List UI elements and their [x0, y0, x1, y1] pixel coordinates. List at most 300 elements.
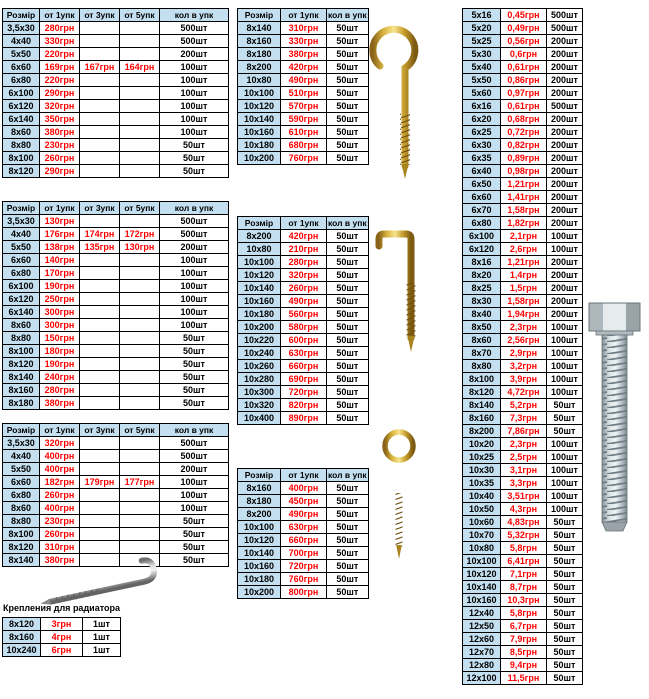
price-cell: [120, 22, 160, 35]
size-cell: 8х60: [3, 502, 40, 515]
header-row: [238, 217, 369, 230]
table-row: [463, 48, 583, 61]
price-cell: 180грн: [40, 345, 80, 358]
size-cell: 10х200: [238, 586, 281, 599]
qty-cell: 500шт: [160, 228, 229, 241]
price-cell: 290грн: [40, 87, 80, 100]
price-cell: [80, 332, 120, 345]
qty-cell: 500шт: [547, 22, 583, 35]
price-cell: 510грн: [281, 87, 327, 100]
qty-cell: 50шт: [327, 495, 369, 508]
qty-cell: 50шт: [160, 541, 229, 554]
price-cell: 260грн: [40, 152, 80, 165]
size-cell: 10х80: [238, 74, 281, 87]
table-row: [3, 644, 121, 657]
price-cell: [80, 100, 120, 113]
table-row: [3, 280, 229, 293]
price-cell: 590грн: [281, 113, 327, 126]
qty-cell: 100шт: [160, 476, 229, 489]
l-hook-image: [368, 222, 438, 362]
table-row: [3, 139, 229, 152]
table-row: [3, 100, 229, 113]
ceiling-hook-screw-icon: [368, 18, 430, 188]
price-cell: 490грн: [281, 74, 327, 87]
ceiling-hook-image: [368, 18, 430, 193]
price-cell: 10,3грн: [501, 594, 547, 607]
table-row: [3, 631, 121, 644]
table-row: [3, 528, 229, 541]
qty-cell: 100шт: [547, 347, 583, 360]
price-cell: 2,6грн: [501, 243, 547, 256]
size-cell: 6х40: [463, 165, 501, 178]
qty-cell: 200шт: [547, 204, 583, 217]
price-cell: 0,97грн: [501, 87, 547, 100]
price-cell: 11,5грн: [501, 672, 547, 685]
price-cell: 1,4грн: [501, 269, 547, 282]
price-cell: 6,7грн: [501, 620, 547, 633]
table-row: [463, 269, 583, 282]
qty-cell: 50шт: [327, 113, 369, 126]
angled-hook-screw-icon: [35, 550, 175, 610]
size-cell: 10х120: [463, 568, 501, 581]
price-table-middle-1: [237, 8, 369, 165]
price-cell: 6грн: [41, 644, 83, 657]
qty-cell: 50шт: [160, 397, 229, 410]
qty-cell: 50шт: [327, 360, 369, 373]
qty-cell: 50шт: [160, 515, 229, 528]
table-row: [463, 35, 583, 48]
size-cell: 10х100: [463, 555, 501, 568]
price-cell: 3,51грн: [501, 490, 547, 503]
qty-cell: 100шт: [160, 126, 229, 139]
price-cell: 330грн: [40, 35, 80, 48]
price-cell: 5,2грн: [501, 399, 547, 412]
table-row: [238, 87, 369, 100]
table-row: [3, 515, 229, 528]
size-cell: 8х120: [3, 541, 40, 554]
qty-cell: 200шт: [547, 217, 583, 230]
price-cell: 1,94грн: [501, 308, 547, 321]
price-cell: 179грн: [80, 476, 120, 489]
column-header: кол в упк: [160, 424, 229, 437]
header-row: [238, 469, 369, 482]
qty-cell: 500шт: [160, 437, 229, 450]
price-cell: [120, 332, 160, 345]
size-cell: 8х180: [238, 495, 281, 508]
table-row: [463, 152, 583, 165]
price-cell: [80, 345, 120, 358]
price-cell: 570грн: [281, 100, 327, 113]
price-cell: 490грн: [281, 508, 327, 521]
qty-cell: 50шт: [160, 371, 229, 384]
column-header: от 1упк: [281, 9, 327, 22]
qty-cell: 50шт: [547, 607, 583, 620]
price-cell: [120, 254, 160, 267]
price-cell: 560грн: [281, 308, 327, 321]
price-cell: 2,1грн: [501, 230, 547, 243]
size-cell: 8х200: [238, 61, 281, 74]
qty-cell: 1шт: [83, 644, 121, 657]
price-cell: 1,5грн: [501, 282, 547, 295]
qty-cell: 50шт: [327, 256, 369, 269]
table-row: [238, 399, 369, 412]
size-cell: 8х160: [3, 384, 40, 397]
table-row: [3, 476, 229, 489]
table-row: [463, 451, 583, 464]
table-row: [238, 152, 369, 165]
price-cell: 660грн: [281, 534, 327, 547]
size-cell: 8х70: [463, 347, 501, 360]
table-row: [463, 22, 583, 35]
price-cell: [80, 35, 120, 48]
qty-cell: 200шт: [547, 126, 583, 139]
table-row: [238, 534, 369, 547]
qty-cell: 200шт: [547, 87, 583, 100]
table-row: [238, 295, 369, 308]
price-cell: 0,89грн: [501, 152, 547, 165]
qty-cell: 50шт: [327, 269, 369, 282]
table-row: [463, 360, 583, 373]
qty-cell: 50шт: [327, 295, 369, 308]
qty-cell: 100шт: [160, 502, 229, 515]
size-cell: 4х40: [3, 35, 40, 48]
size-cell: 5х30: [463, 48, 501, 61]
table-row: [3, 371, 229, 384]
table-row: [463, 100, 583, 113]
size-cell: 6х80: [463, 217, 501, 230]
price-cell: [120, 267, 160, 280]
price-cell: [80, 139, 120, 152]
table-row: [463, 672, 583, 685]
price-table-right: [462, 8, 583, 685]
column-header: кол в упк: [328, 9, 367, 20]
price-cell: [80, 267, 120, 280]
table-row: [238, 373, 369, 386]
size-cell: 12х50: [463, 620, 501, 633]
size-cell: 10х20: [463, 438, 501, 451]
table-row: [463, 425, 583, 438]
qty-cell: 500шт: [160, 215, 229, 228]
column-header: от 1упк: [40, 424, 80, 437]
price-cell: 700грн: [281, 547, 327, 560]
qty-cell: 50шт: [327, 521, 369, 534]
price-cell: 380грн: [40, 554, 80, 567]
price-cell: [80, 215, 120, 228]
size-cell: 8х100: [463, 373, 501, 386]
qty-cell: 200шт: [547, 191, 583, 204]
price-cell: 350грн: [40, 113, 80, 126]
size-cell: 8х60: [463, 334, 501, 347]
price-cell: [120, 397, 160, 410]
qty-cell: 100шт: [547, 451, 583, 464]
size-cell: 10х220: [238, 334, 281, 347]
price-cell: [80, 113, 120, 126]
price-cell: 9,4грн: [501, 659, 547, 672]
size-cell: 8х20: [463, 269, 501, 282]
price-cell: 330грн: [281, 35, 327, 48]
qty-cell: 50шт: [160, 152, 229, 165]
qty-cell: 200шт: [547, 61, 583, 74]
price-cell: [80, 87, 120, 100]
price-cell: 400грн: [40, 502, 80, 515]
price-table-left-3: [2, 423, 229, 567]
price-cell: 580грн: [281, 321, 327, 334]
qty-cell: 200шт: [547, 165, 583, 178]
qty-cell: 100шт: [160, 267, 229, 280]
size-cell: 8х16: [463, 256, 501, 269]
table-row: [463, 321, 583, 334]
qty-cell: 50шт: [327, 230, 369, 243]
table-row: [238, 308, 369, 321]
table-row: [238, 230, 369, 243]
qty-cell: 50шт: [327, 100, 369, 113]
qty-cell: 100шт: [547, 464, 583, 477]
size-cell: 8х80: [3, 139, 40, 152]
size-cell: 5х25: [463, 35, 501, 48]
size-cell: 10х35: [463, 477, 501, 490]
price-cell: 4,83грн: [501, 516, 547, 529]
size-cell: 10х160: [238, 126, 281, 139]
size-cell: 10х50: [463, 503, 501, 516]
size-cell: 6х16: [463, 100, 501, 113]
size-cell: 10х60: [463, 516, 501, 529]
size-cell: 6х120: [463, 243, 501, 256]
size-cell: 6х70: [463, 204, 501, 217]
table-row: [463, 581, 583, 594]
price-cell: [80, 463, 120, 476]
size-cell: 8х40: [463, 308, 501, 321]
size-cell: 10х25: [463, 451, 501, 464]
qty-cell: 50шт: [327, 152, 369, 165]
table-row: [238, 521, 369, 534]
price-cell: 2,56грн: [501, 334, 547, 347]
price-cell: 0,56грн: [501, 35, 547, 48]
size-cell: 10х140: [238, 282, 281, 295]
table-row: [463, 9, 583, 22]
price-cell: 182грн: [40, 476, 80, 489]
table-row: [3, 35, 229, 48]
qty-cell: 100шт: [547, 490, 583, 503]
size-cell: 10х80: [238, 243, 281, 256]
size-cell: 6х30: [463, 139, 501, 152]
qty-cell: 50шт: [547, 412, 583, 425]
price-cell: [80, 126, 120, 139]
qty-cell: 100шт: [547, 360, 583, 373]
price-cell: [120, 139, 160, 152]
price-table-middle-2: [237, 216, 369, 425]
price-cell: [80, 502, 120, 515]
size-cell: 5х50: [3, 48, 40, 61]
table-row: [3, 152, 229, 165]
size-cell: 10х160: [463, 594, 501, 607]
l-shaped-hook-screw-icon: [368, 222, 438, 357]
price-cell: [120, 515, 160, 528]
table-row: [463, 386, 583, 399]
qty-cell: 50шт: [327, 573, 369, 586]
price-cell: [120, 126, 160, 139]
header-row: [3, 9, 229, 22]
column-header: от 1упк: [40, 9, 80, 22]
size-cell: 6х120: [3, 293, 40, 306]
size-cell: 6х25: [463, 126, 501, 139]
size-cell: 5х50: [3, 241, 40, 254]
price-cell: [120, 345, 160, 358]
price-cell: 0,6грн: [501, 48, 547, 61]
price-cell: 2,5грн: [501, 451, 547, 464]
size-cell: 8х160: [463, 412, 501, 425]
qty-cell: 50шт: [547, 555, 583, 568]
price-cell: [120, 113, 160, 126]
table-row: [238, 243, 369, 256]
size-cell: 8х100: [3, 345, 40, 358]
size-cell: 12х60: [463, 633, 501, 646]
table-row: [463, 438, 583, 451]
qty-cell: 50шт: [547, 568, 583, 581]
price-cell: 190грн: [40, 280, 80, 293]
qty-cell: 50шт: [547, 646, 583, 659]
header-row: [238, 9, 369, 22]
column-header: Розмір: [238, 217, 281, 230]
table-row: [463, 464, 583, 477]
price-cell: [120, 100, 160, 113]
price-cell: 4грн: [41, 631, 83, 644]
price-cell: 600грн: [281, 334, 327, 347]
qty-cell: 50шт: [547, 399, 583, 412]
size-cell: 6х100: [3, 87, 40, 100]
size-cell: 10х160: [238, 295, 281, 308]
table-row: [3, 267, 229, 280]
size-cell: 10х300: [238, 386, 281, 399]
price-cell: [80, 437, 120, 450]
price-cell: 610грн: [281, 126, 327, 139]
price-cell: 760грн: [281, 152, 327, 165]
qty-cell: 50шт: [327, 373, 369, 386]
column-header: кол в упк: [160, 202, 229, 215]
qty-cell: 50шт: [327, 508, 369, 521]
qty-cell: 500шт: [160, 450, 229, 463]
price-cell: [80, 22, 120, 35]
table-row: [238, 495, 369, 508]
price-cell: 280грн: [40, 22, 80, 35]
size-cell: 10х100: [238, 256, 281, 269]
qty-cell: 50шт: [327, 126, 369, 139]
price-cell: 177грн: [120, 476, 160, 489]
price-cell: 320грн: [40, 100, 80, 113]
table-row: [3, 165, 229, 178]
price-cell: 320грн: [40, 437, 80, 450]
qty-cell: 50шт: [547, 672, 583, 685]
size-cell: 8х25: [463, 282, 501, 295]
price-cell: 820грн: [281, 399, 327, 412]
size-cell: 8х160: [238, 482, 281, 495]
qty-cell: 50шт: [547, 529, 583, 542]
qty-cell: 200шт: [160, 463, 229, 476]
price-cell: 3,3грн: [501, 477, 547, 490]
qty-cell: 100шт: [547, 503, 583, 516]
table-row: [463, 477, 583, 490]
table-row: [238, 334, 369, 347]
price-cell: 3,9грн: [501, 373, 547, 386]
size-cell: 10х140: [238, 113, 281, 126]
size-cell: 10х100: [238, 521, 281, 534]
size-cell: 8х200: [238, 508, 281, 521]
price-cell: [80, 371, 120, 384]
size-cell: 4х40: [3, 228, 40, 241]
qty-cell: 50шт: [327, 560, 369, 573]
table-row: [463, 646, 583, 659]
table-row: [463, 126, 583, 139]
table-row: [463, 191, 583, 204]
price-cell: 1,58грн: [501, 295, 547, 308]
price-cell: [80, 397, 120, 410]
table-row: [238, 74, 369, 87]
table-row: [3, 450, 229, 463]
size-cell: 10х180: [238, 139, 281, 152]
table-row: [238, 360, 369, 373]
hex-bolt-image: [582, 300, 647, 540]
qty-cell: 100шт: [160, 319, 229, 332]
price-cell: [80, 515, 120, 528]
price-cell: [120, 48, 160, 61]
price-cell: [80, 489, 120, 502]
size-cell: 8х140: [3, 371, 40, 384]
eye-hook-screw-icon: [372, 425, 427, 565]
table-row: [238, 547, 369, 560]
qty-cell: 50шт: [160, 358, 229, 371]
table-row: [3, 397, 229, 410]
price-cell: 8,5грн: [501, 646, 547, 659]
price-cell: 890грн: [281, 412, 327, 425]
table-row: [463, 529, 583, 542]
table-row: [238, 386, 369, 399]
price-cell: 167грн: [80, 61, 120, 74]
column-header: Розмір: [238, 9, 281, 22]
table-row: [238, 586, 369, 599]
price-cell: 420грн: [281, 61, 327, 74]
size-cell: 10х260: [238, 360, 281, 373]
column-header: от 3упк: [80, 9, 120, 22]
size-cell: 6х120: [3, 100, 40, 113]
size-cell: 8х100: [3, 528, 40, 541]
table-row: [463, 165, 583, 178]
price-cell: [80, 319, 120, 332]
qty-cell: 50шт: [547, 620, 583, 633]
table-row: [238, 482, 369, 495]
table-row: [463, 412, 583, 425]
qty-cell: 100шт: [160, 74, 229, 87]
price-cell: 130грн: [120, 241, 160, 254]
qty-cell: 50шт: [327, 347, 369, 360]
table-row: [3, 332, 229, 345]
table-row: [238, 560, 369, 573]
table-row: [463, 633, 583, 646]
table-row: [238, 48, 369, 61]
radiator-price-table: [2, 617, 121, 657]
table-row: [238, 412, 369, 425]
qty-cell: 50шт: [327, 139, 369, 152]
size-cell: 10х30: [463, 464, 501, 477]
table-row: [3, 502, 229, 515]
qty-cell: 50шт: [327, 334, 369, 347]
size-cell: 6х140: [3, 113, 40, 126]
price-cell: [80, 384, 120, 397]
table-row: [3, 74, 229, 87]
size-cell: 6х60: [3, 61, 40, 74]
table-row: [463, 594, 583, 607]
table-row: [238, 321, 369, 334]
hex-head-bolt-icon: [582, 300, 647, 535]
table-row: [463, 503, 583, 516]
